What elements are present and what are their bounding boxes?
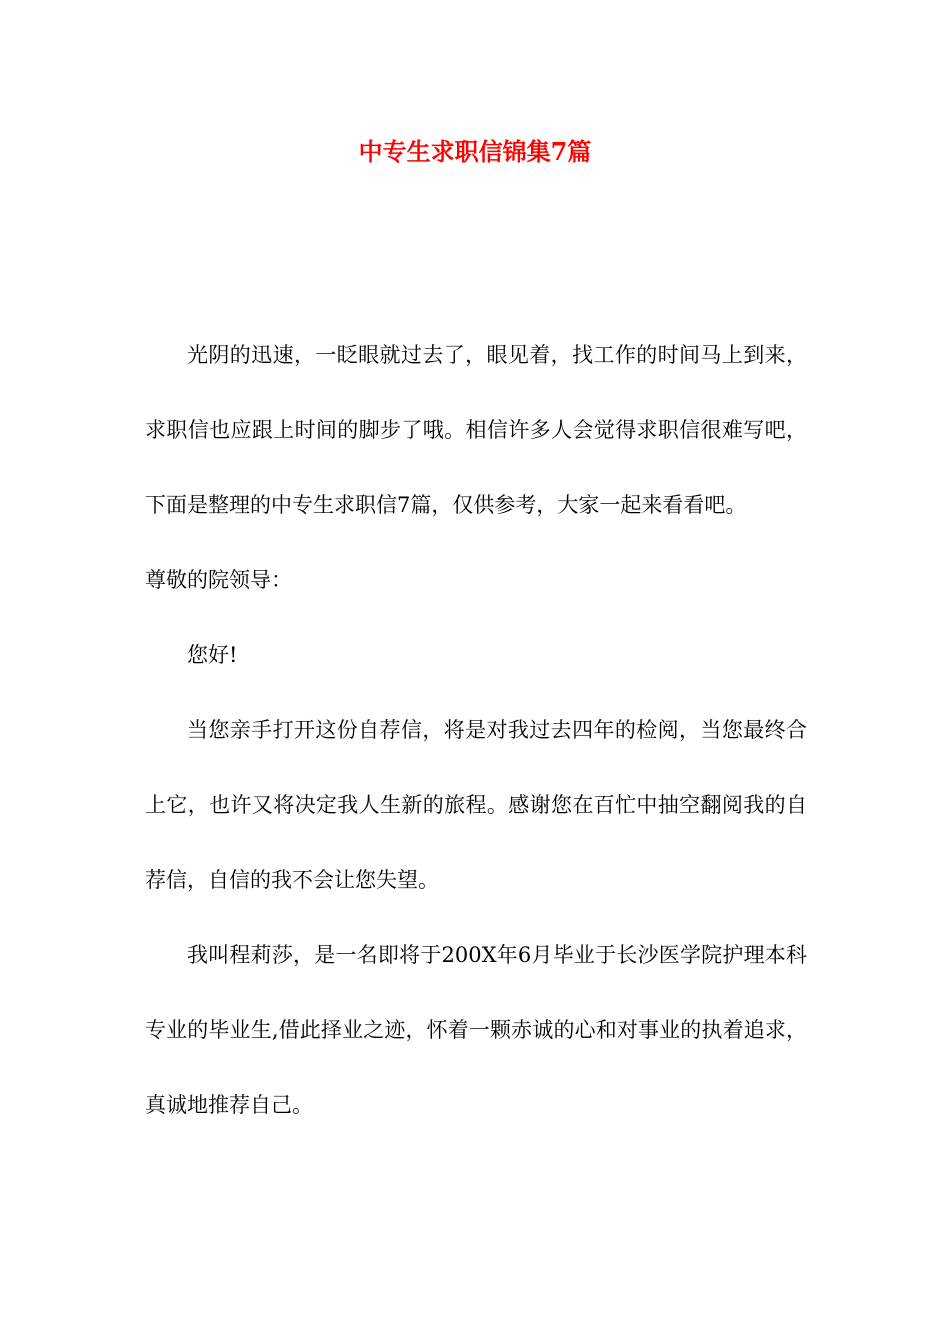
body-paragraph-1: 当您亲手打开这份自荐信，将是对我过去四年的检阅，当您最终合上它，也许又将决定我人生新的旅程。感谢您在百忙中抽空翻阅我的自荐信，自信的我不会让您失望。: [145, 718, 807, 892]
body-paragraph-2: 我叫程莉莎，是一名即将于200X年6月毕业于长沙医学院护理本科专业的毕业生,借此择业之迹，怀着一颗赤诚的心和对事业的执着追求，真诚地推荐自己。: [145, 943, 807, 1117]
intro-paragraph: 光阴的迅速，一眨眼就过去了，眼见着，找工作的时间马上到来，求职信也应跟上时间的脚步了哦。相信许多人会觉得求职信很难写吧，下面是整理的中专生求职信7篇，仅供参考，大家一起来看看吧。: [145, 343, 807, 517]
document-title: 中专生求职信锦集7篇: [358, 137, 592, 166]
greeting: 您好!: [187, 643, 238, 667]
salutation: 尊敬的院领导：: [145, 568, 292, 592]
document-body: [145, 318, 807, 1143]
